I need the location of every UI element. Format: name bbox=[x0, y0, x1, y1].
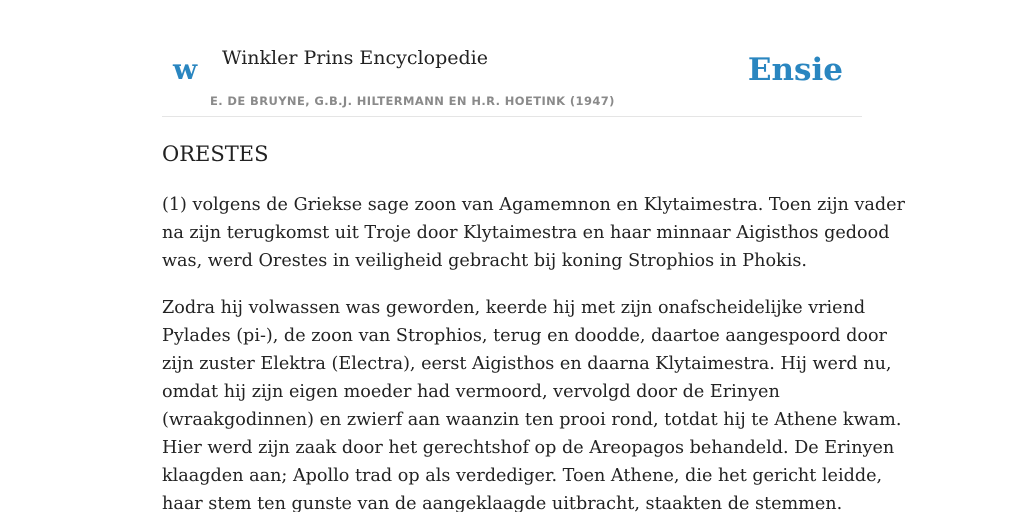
book-title[interactable]: Winkler Prins Encyclopedie bbox=[222, 47, 488, 69]
article bbox=[162, 138, 905, 512]
article-paragraph-1 bbox=[162, 191, 905, 275]
paragraph-line: zijn zuster Elektra (Electra), eerst Aigisthos en daarna Klytaimestra. Hij werd nu, bbox=[162, 354, 892, 374]
paragraph-line: was, werd Orestes in veiligheid gebracht bij koning Strophios in Phokis. bbox=[162, 251, 807, 271]
paragraph-line: (wraakgodinnen) en zwierf aan waanzin ten prooi rond, totdat hij te Athene kwam. bbox=[162, 410, 902, 430]
logo-w-icon[interactable]: w bbox=[173, 53, 198, 86]
paragraph-line: (1) volgens de Griekse sage zoon van Agamemnon en Klytaimestra. Toen zijn vader bbox=[162, 195, 905, 215]
paragraph-line: Hier werd zijn zaak door het gerechtshof op de Areopagos behandeld. De Erinyen bbox=[162, 438, 895, 458]
paragraph-line: haar stem ten gunste van de aangeklaagde uitbracht, staakten de stemmen. bbox=[162, 494, 843, 512]
paragraph-line: Zodra hij volwassen was geworden, keerde hij met zijn onafscheidelijke vriend bbox=[162, 298, 866, 318]
article-title: ORESTES bbox=[162, 142, 269, 166]
paragraph-line: omdat hij zijn eigen moeder had vermoord, vervolgd door de Erinyen bbox=[162, 382, 780, 402]
paragraph-line: na zijn terugkomst uit Troje door Klytaimestra en haar minnaar Aigisthos gedood bbox=[162, 223, 890, 243]
paragraph-line: klaagden aan; Apollo trad op als verdediger. Toen Athene, die het gericht leidde, bbox=[162, 466, 883, 486]
paragraph-line: Pylades (pi-), de zoon van Strophios, terug en doodde, daartoe aangespoord door bbox=[162, 326, 887, 346]
book-authors: E. DE BRUYNE, G.B.J. HILTERMANN EN H.R. HOETINK (1947) bbox=[210, 94, 615, 108]
page-header bbox=[162, 0, 862, 117]
ensie-logo-link[interactable]: Ensie bbox=[747, 52, 843, 88]
article-paragraph-2 bbox=[162, 294, 902, 512]
